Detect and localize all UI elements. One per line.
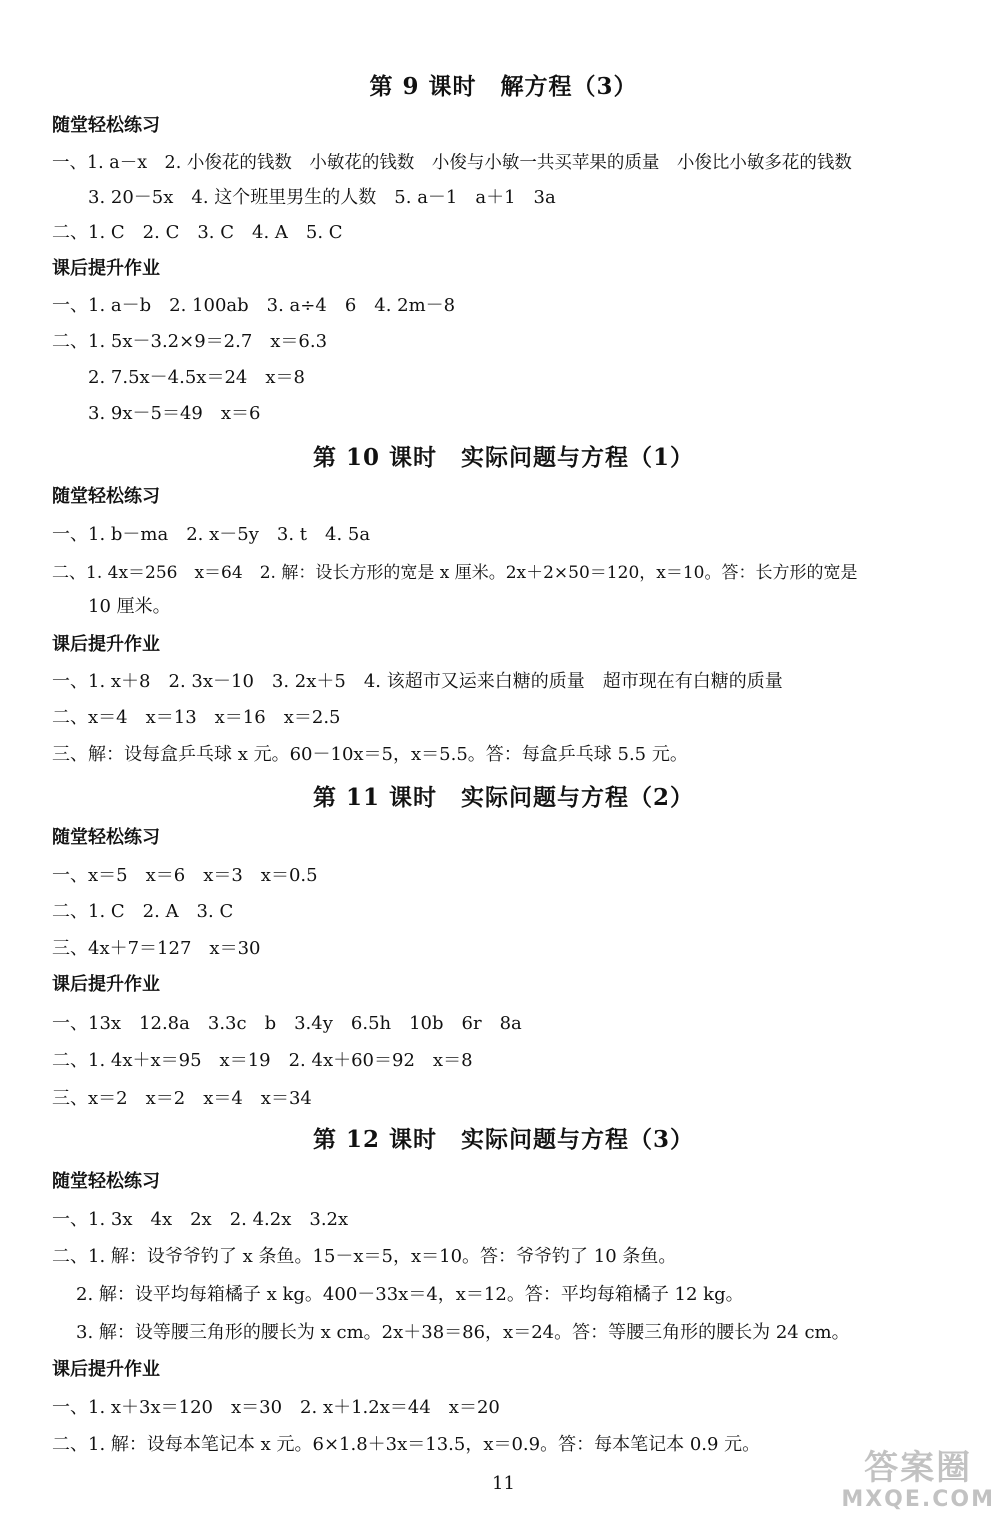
- answer-line: 二、1. 解：设爷爷钓了 x 条鱼。15－x＝5，x＝10。答：爷爷钓了 10 条鱼。: [52, 1246, 677, 1267]
- answer-line: 二、1. 4x＋x＝95 x＝19 2. 4x＋60＝92 x＝8: [52, 1050, 473, 1071]
- answer-line: 3. 9x－5＝49 x＝6: [88, 403, 261, 424]
- answer-line: 2. 7.5x－4.5x＝24 x＝8: [88, 367, 305, 388]
- answer-line: 一、x＝5 x＝6 x＝3 x＝0.5: [52, 865, 318, 886]
- answer-line: 一、1. x＋8 2. 3x－10 3. 2x＋5 4. 该超市又运来白糖的质量 超市现在有白糖的质量: [52, 671, 783, 692]
- section-title-lesson-12: 第 12 课时 实际问题与方程（3）: [312, 1126, 695, 1153]
- section-title-lesson-9: 第 9 课时 解方程（3）: [369, 73, 638, 100]
- section-heading: 课后提升作业: [52, 634, 160, 655]
- section-heading: 随堂轻松练习: [52, 827, 160, 848]
- answer-line: 一、13x 12.8a 3.3c b 3.4y 6.5h 10b 6r 8a: [52, 1013, 522, 1034]
- section-heading: 课后提升作业: [52, 258, 160, 279]
- page-number: 11: [492, 1473, 515, 1494]
- section-heading: 课后提升作业: [52, 974, 160, 995]
- answer-line: 二、1. C 2. A 3. C: [52, 901, 234, 922]
- section-heading: 随堂轻松练习: [52, 486, 160, 507]
- answer-line: 二、1. C 2. C 3. C 4. A 5. C: [52, 222, 343, 243]
- answer-line: 一、1. b－ma 2. x－5y 3. t 4. 5a: [52, 524, 371, 545]
- answer-line: 一、1. a－x 2. 小俊花的钱数 小敏花的钱数 小俊与小敏一共买苹果的质量 小俊比小敏多花的钱数: [52, 153, 852, 173]
- answer-line: 2. 解：设平均每箱橘子 x kg。400－33x＝4，x＝12。答：平均每箱橘子 12 kg。: [76, 1284, 744, 1305]
- answer-line: 二、x＝4 x＝13 x＝16 x＝2.5: [52, 707, 341, 728]
- section-title-lesson-10: 第 10 课时 实际问题与方程（1）: [312, 444, 695, 471]
- section-heading: 随堂轻松练习: [52, 1171, 160, 1192]
- answer-line: 一、1. a－b 2. 100ab 3. a÷4 6 4. 2m－8: [52, 295, 456, 316]
- answer-line: 三、x＝2 x＝2 x＝4 x＝34: [52, 1088, 312, 1109]
- answer-line: 二、1. 4x＝256 x＝64 2. 解：设长方形的宽是 x 厘米。2x＋2×50＝120，x＝10。答：长方形的宽是: [52, 563, 858, 583]
- answer-line: 3. 解：设等腰三角形的腰长为 x cm。2x＋38＝86，x＝24。答：等腰三角形的腰长为 24 cm。: [76, 1322, 850, 1343]
- answer-line: 一、1. x＋3x＝120 x＝30 2. x＋1.2x＝44 x＝20: [52, 1397, 500, 1418]
- watermark-url: MXQE.COM: [841, 1487, 995, 1512]
- answer-line: 3. 20－5x 4. 这个班里男生的人数 5. a－1 a＋1 3a: [88, 187, 556, 208]
- watermark-text: 答案圈: [864, 1448, 973, 1488]
- answer-line: 三、解：设每盒乒乓球 x 元。60－10x＝5，x＝5.5。答：每盒乒乓球 5.5 元。: [52, 744, 688, 765]
- section-heading: 课后提升作业: [52, 1359, 160, 1380]
- section-title-lesson-11: 第 11 课时 实际问题与方程（2）: [312, 784, 695, 811]
- answer-line: 10 厘米。: [88, 596, 171, 617]
- answer-line: 二、1. 解：设每本笔记本 x 元。6×1.8＋3x＝13.5，x＝0.9。答：每本笔记本 0.9 元。: [52, 1434, 761, 1455]
- answer-line: 二、1. 5x－3.2×9＝2.7 x＝6.3: [52, 331, 328, 352]
- answer-line: 一、1. 3x 4x 2x 2. 4.2x 3.2x: [52, 1209, 349, 1230]
- site-watermark-logo: [841, 1448, 995, 1512]
- answer-line: 三、4x＋7＝127 x＝30: [52, 938, 261, 959]
- section-heading: 随堂轻松练习: [52, 115, 160, 136]
